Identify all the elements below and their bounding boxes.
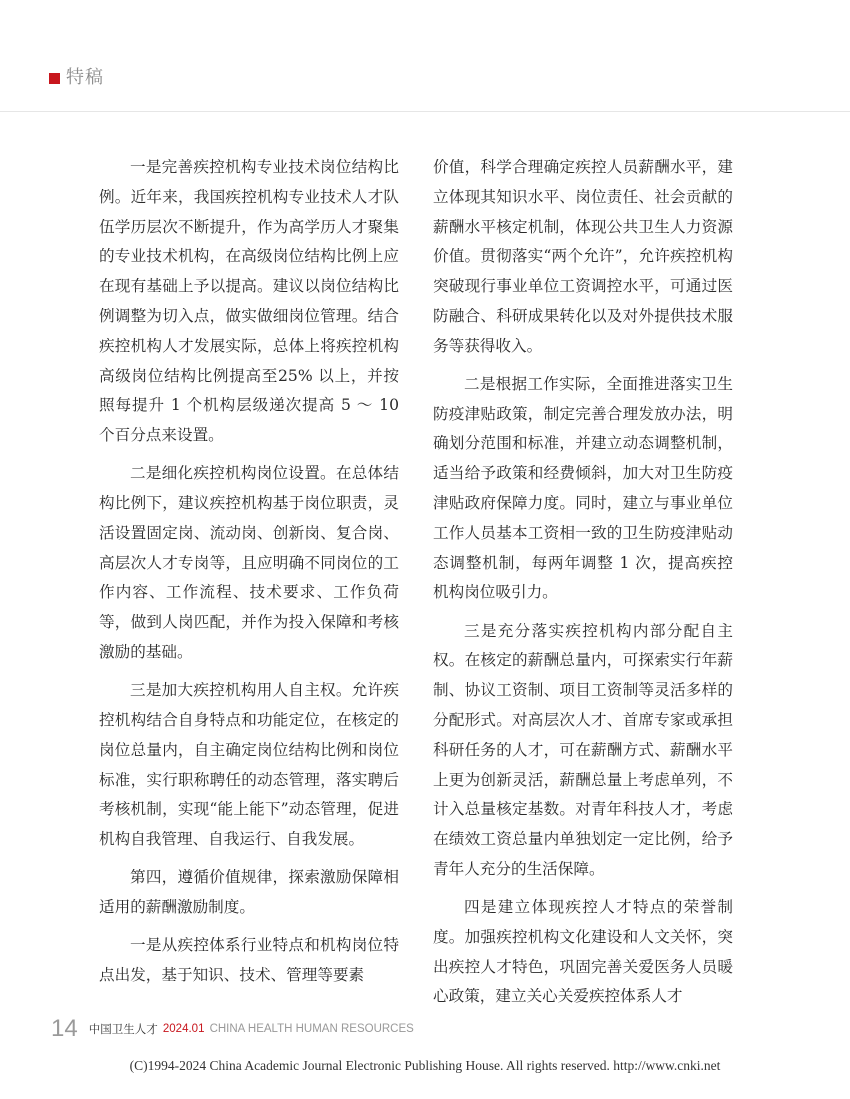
page-header (0, 0, 850, 112)
page-footer (51, 1015, 414, 1049)
issue-number: 2024.01 (162, 1023, 205, 1035)
paragraph: 四是建立体现疾控人才特点的荣誉制度。加强疾控机构文化建设和人文关怀，突出疾控人才特色，巩固完善关爱医务人员暖心政策，建立关心关爱疾控体系人才 (433, 898, 733, 1006)
right-column (433, 153, 733, 1021)
magazine-name: 中国卫生人才 (88, 1022, 158, 1036)
paragraph: 二是根据工作实际，全面推进落实卫生防疫津贴政策，制定完善合理发放办法，明确划分范围和标准，并建立动态调整机制，适当给予政策和经费倾斜，加大对卫生防疫津贴政府保障力度。同时，建立与事业单位工作人员基本工资相一致的卫生防疫津贴动态调整机制，每两年调整 1 次，提高疾控机构岗位吸引力。 (433, 374, 733, 602)
paragraph: 二是细化疾控机构岗位设置。在总体结构比例下，建议疾控机构基于岗位职责，灵活设置固定岗、流动岗、创新岗、复合岗、高层次人才专岗等，且应明确不同岗位的工作内容、工作流程、技术要求、工作负荷等，做到人岗匹配，并作为投入保障和考核激励的基础。 (99, 464, 399, 662)
paragraph: 一是完善疾控机构专业技术岗位结构比例。近年来，我国疾控机构专业技术人才队伍学历层次不断提升，作为高学历人才聚集的专业技术机构，在高级岗位结构比例上应在现有基础上予以提高。建议以岗位结构比例调整为切入点，做实做细岗位管理。结合疾控机构人才发展实际，总体上将疾控机构高级岗位结构比例提高至25% 以上，并按照每提升 1 个机构层级递次提高 5 ～ 10 个百分点来设置。 (99, 158, 399, 445)
section-marker-square (49, 73, 60, 84)
section-title: 特稿 (66, 67, 104, 88)
paragraph: 第四，遵循价值规律，探索激励保障相适用的薪酬激励制度。 (99, 868, 399, 917)
paragraph-continued: 价值，科学合理确定疾控人员薪酬水平，建立体现其知识水平、岗位责任、社会贡献的薪酬水平核定机制，体现公共卫生人力资源价值。贯彻落实“两个允许”，允许疾控机构突破现行事业单位工资调控水平，可通过医防融合、科研成果转化以及对外提供技术服务等获得收入。 (433, 158, 733, 355)
paragraph: 三是充分落实疾控机构内部分配自主权。在核定的薪酬总量内，可探索实行年薪制、协议工资制、项目工资制等灵活多样的分配形式。对高层次人才、首席专家或承担科研任务的人才，可在薪酬方式、薪酬水平上更为创新灵活，薪酬总量上考虑单列，不计入总量核定基数。对青年科技人才，考虑在绩效工资总量内单独划定一定比例，给予青年人充分的生活保障。 (433, 621, 733, 878)
page-number: 14 (51, 1015, 78, 1042)
magazine-english-title: CHINA HEALTH HUMAN RESOURCES (209, 1023, 414, 1035)
copyright-line: (C)1994-2024 China Academic Journal Electronic Publishing House. All rights reserved. http://www.cnki.net (129, 1058, 721, 1073)
left-column (99, 153, 399, 999)
paragraph: 三是加大疾控机构用人自主权。允许疾控机构结合自身特点和功能定位，在核定的岗位总量内，自主确定岗位结构比例和岗位标准，实行职称聘任的动态管理，落实聘后考核机制，实现“能上能下”动态管理，促进机构自我管理、自我运行、自我发展。 (99, 681, 399, 849)
paragraph: 一是从疾控体系行业特点和机构岗位特点出发，基于知识、技术、管理等要素 (99, 936, 399, 984)
